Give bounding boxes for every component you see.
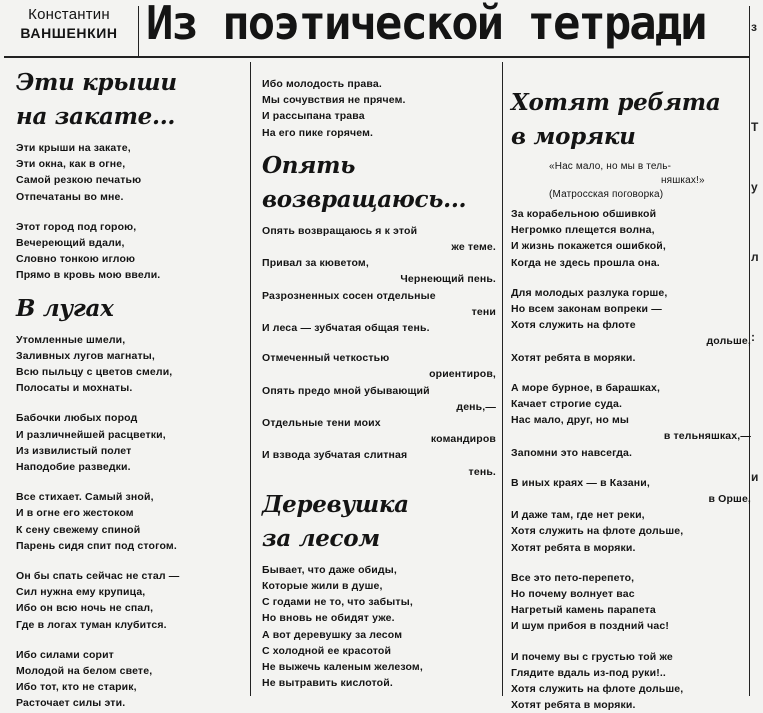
stanza	[511, 649, 751, 713]
verse-line: Ибо молодость права.	[262, 78, 382, 90]
verse-line: Хотят ребята в моряки.	[511, 699, 636, 712]
stanza	[511, 285, 751, 366]
verse-line: Хотя служить на флоте дольше,	[511, 683, 684, 696]
stanza	[16, 140, 244, 205]
verse-line: Привал за кюветом,	[262, 257, 369, 270]
verse-line: С холодной ее красотой	[262, 644, 392, 657]
verse-line: Эти окна, как в огне,	[16, 158, 126, 171]
epigraph-line: няшках!»	[661, 175, 705, 186]
verse-line: Словно тонкою иглою	[16, 253, 136, 266]
verse-line: ориентиров,	[429, 368, 496, 381]
verse-line: Но всем законам вопреки —	[511, 303, 662, 316]
verse-line: В иных краях — в Казани,	[511, 476, 650, 489]
verse-line: Глядите вдаль из-под руки!..	[511, 666, 666, 679]
verse-line: Опять предо мной убывающий	[262, 384, 430, 397]
verse-line: Не вытравить кислотой.	[262, 677, 393, 690]
stanza	[262, 223, 496, 336]
verse-line: Самой резкою печатью	[16, 174, 142, 187]
verse-line: Отпечатаны во мне.	[16, 190, 124, 203]
verse-line: Полосаты и мохнаты.	[16, 382, 133, 395]
verse-line: Утомленные шмели,	[16, 333, 126, 346]
verse-line: Хотят ребята в моряки.	[511, 541, 636, 554]
verse-line: тени	[471, 305, 496, 318]
verse-line: Опять возвращаюсь я к этой	[262, 224, 418, 237]
verse-line: Заливных лугов магнаты,	[16, 349, 155, 362]
stanza	[16, 489, 244, 554]
verse-line: в тельняшках,—	[663, 430, 751, 443]
poem-title	[511, 86, 751, 154]
verse-line: Этот город под горою,	[16, 220, 137, 233]
verse-line: Негромко плещется волна,	[511, 224, 655, 237]
verse-line: К сену свежему спиной	[16, 523, 141, 536]
verse-line: тень.	[468, 465, 496, 478]
stanza	[511, 380, 751, 461]
verse-line: Когда не здесь прошла она.	[511, 256, 660, 269]
verse-line: Чернеющий пень.	[400, 273, 496, 286]
stanza	[262, 562, 496, 692]
verse-line: Нас мало, друг, но мы	[511, 414, 630, 427]
verse-line: И даже там, где нет реки,	[511, 509, 645, 522]
poem-title	[16, 66, 244, 134]
verse-line: Сил нужна ему крупица,	[16, 586, 146, 599]
author-last-name: ВАНШЕНКИН	[20, 25, 118, 41]
verse-line: Эти крыши на закате,	[16, 142, 131, 154]
epigraph-line: «Нас мало, но мы в тель-	[549, 161, 672, 172]
stanza	[262, 350, 496, 480]
verse-line: Хотя служить на флоте дольше,	[511, 525, 684, 538]
verse-line: И почему вы с грустью той же	[511, 650, 673, 663]
verse-line: Мы сочувствия не прячем.	[262, 94, 406, 107]
column-1	[16, 62, 244, 712]
verse-line: Расточает силы эти.	[16, 697, 126, 710]
stanza	[511, 475, 751, 556]
verse-line: день,—	[456, 400, 496, 413]
verse-line: Отмеченный четкостью	[262, 352, 390, 365]
verse-line: Ибо он всю ночь не спал,	[16, 602, 154, 615]
verse-line: Парень сидя спит под стогом.	[16, 539, 177, 552]
verse-line: в Орше,	[708, 493, 751, 506]
stanza	[511, 206, 751, 271]
column-2	[262, 76, 496, 691]
verse-line: Вечереющий вдали,	[16, 237, 125, 250]
poem-title	[16, 292, 244, 326]
verse-line: Где в логах туман клубится.	[16, 618, 167, 631]
poem-title-line: на закате...	[16, 103, 176, 130]
verse-line: Хотя служить на флоте	[511, 319, 636, 332]
verse-line: Хотят ребята в моряки.	[511, 351, 636, 364]
verse-line: И различнейшей расцветки,	[16, 428, 166, 441]
verse-line: Бабочки любых пород	[16, 412, 138, 425]
verse-line: Разрозненных сосен отдельные	[262, 289, 436, 302]
verse-line: Из извилистый полет	[16, 444, 132, 457]
verse-line: А море бурное, в барашках,	[511, 381, 661, 394]
verse-line: Но почему волнует вас	[511, 588, 635, 601]
verse-line: Качает строгие суда.	[511, 398, 623, 411]
author-first-name: Константин	[28, 6, 110, 23]
verse-line: Ибо силами сорит	[16, 648, 114, 661]
adjacent-page-edge: з Т у л : и	[751, 20, 759, 484]
poem-title	[262, 149, 496, 217]
verse-line: Все стихает. Самый зной,	[16, 491, 154, 504]
verse-line: Все это пето-перепето,	[511, 571, 635, 584]
verse-line: И взвода зубчатая слитная	[262, 449, 408, 462]
verse-line: И рассыпана трава	[262, 110, 365, 123]
verse-line: командиров	[430, 433, 496, 446]
verse-line: Наподобие разведки.	[16, 461, 131, 474]
verse-line: Бывает, что даже обиды,	[262, 563, 397, 576]
verse-line: И жизнь покажется ошибкой,	[511, 240, 666, 253]
stanza	[262, 76, 496, 141]
stanza	[16, 568, 244, 633]
author-byline	[6, 6, 132, 41]
verse-line: Но вновь не обидят уже.	[262, 612, 395, 625]
verse-line: Ибо тот, кто не старик,	[16, 681, 137, 694]
poem-title-line: Деревушка	[262, 490, 409, 518]
page-title: Из поэтической тетради	[146, 0, 706, 50]
poem-title-line: Опять	[262, 151, 356, 179]
poem-title-line: Хотят ребята	[511, 89, 721, 116]
verse-line: Прямо в кровь мою ввели.	[16, 269, 161, 282]
verse-line: Молодой на белом свете,	[16, 665, 153, 678]
verse-line: Нагретый камень парапета	[511, 604, 656, 617]
verse-line: А вот деревушку за лесом	[262, 628, 403, 641]
verse-line: На его пике горячем.	[262, 126, 374, 139]
poem-title-line: за лесом	[262, 524, 380, 552]
verse-line: И в огне его жестоком	[16, 507, 134, 520]
verse-line: же теме.	[451, 241, 496, 254]
header-rule	[4, 56, 750, 58]
poem-title-line: Эти крыши	[16, 69, 177, 96]
verse-line: дольше,	[706, 335, 751, 348]
stanza	[511, 570, 751, 635]
poem-title-line: в моряки	[511, 123, 636, 150]
verse-line: И шум прибоя в поздний час!	[511, 620, 669, 633]
author-divider	[138, 6, 139, 56]
poem-title-line: В лугах	[16, 294, 114, 322]
verse-line: И леса — зубчатая общая тень.	[262, 322, 430, 335]
stanza	[16, 332, 244, 397]
stanza	[16, 647, 244, 712]
verse-line: Всю пыльцу с цветов смели,	[16, 366, 173, 379]
verse-line: Для молодых разлука горше,	[511, 286, 668, 299]
verse-line: Отдельные тени моих	[262, 417, 381, 430]
stanza	[16, 219, 244, 284]
verse-line: Он бы спать сейчас не стал —	[16, 570, 180, 583]
verse-line: За корабельною обшивкой	[511, 208, 657, 220]
epigraph	[511, 160, 751, 202]
column-rule-2	[502, 62, 503, 696]
verse-line: С годами не то, что забыты,	[262, 596, 413, 609]
poem-title-line: возвращаюсь...	[262, 185, 467, 213]
stanza	[16, 410, 244, 475]
epigraph-line: (Матросская поговорка)	[549, 189, 664, 200]
poem-title	[262, 488, 496, 556]
column-rule-1	[250, 62, 251, 696]
verse-line: Не выжечь каленым железом,	[262, 661, 423, 674]
verse-line: Которые жили в душе,	[262, 580, 383, 593]
column-3	[511, 82, 751, 713]
verse-line: Запомни это навсегда.	[511, 446, 633, 459]
